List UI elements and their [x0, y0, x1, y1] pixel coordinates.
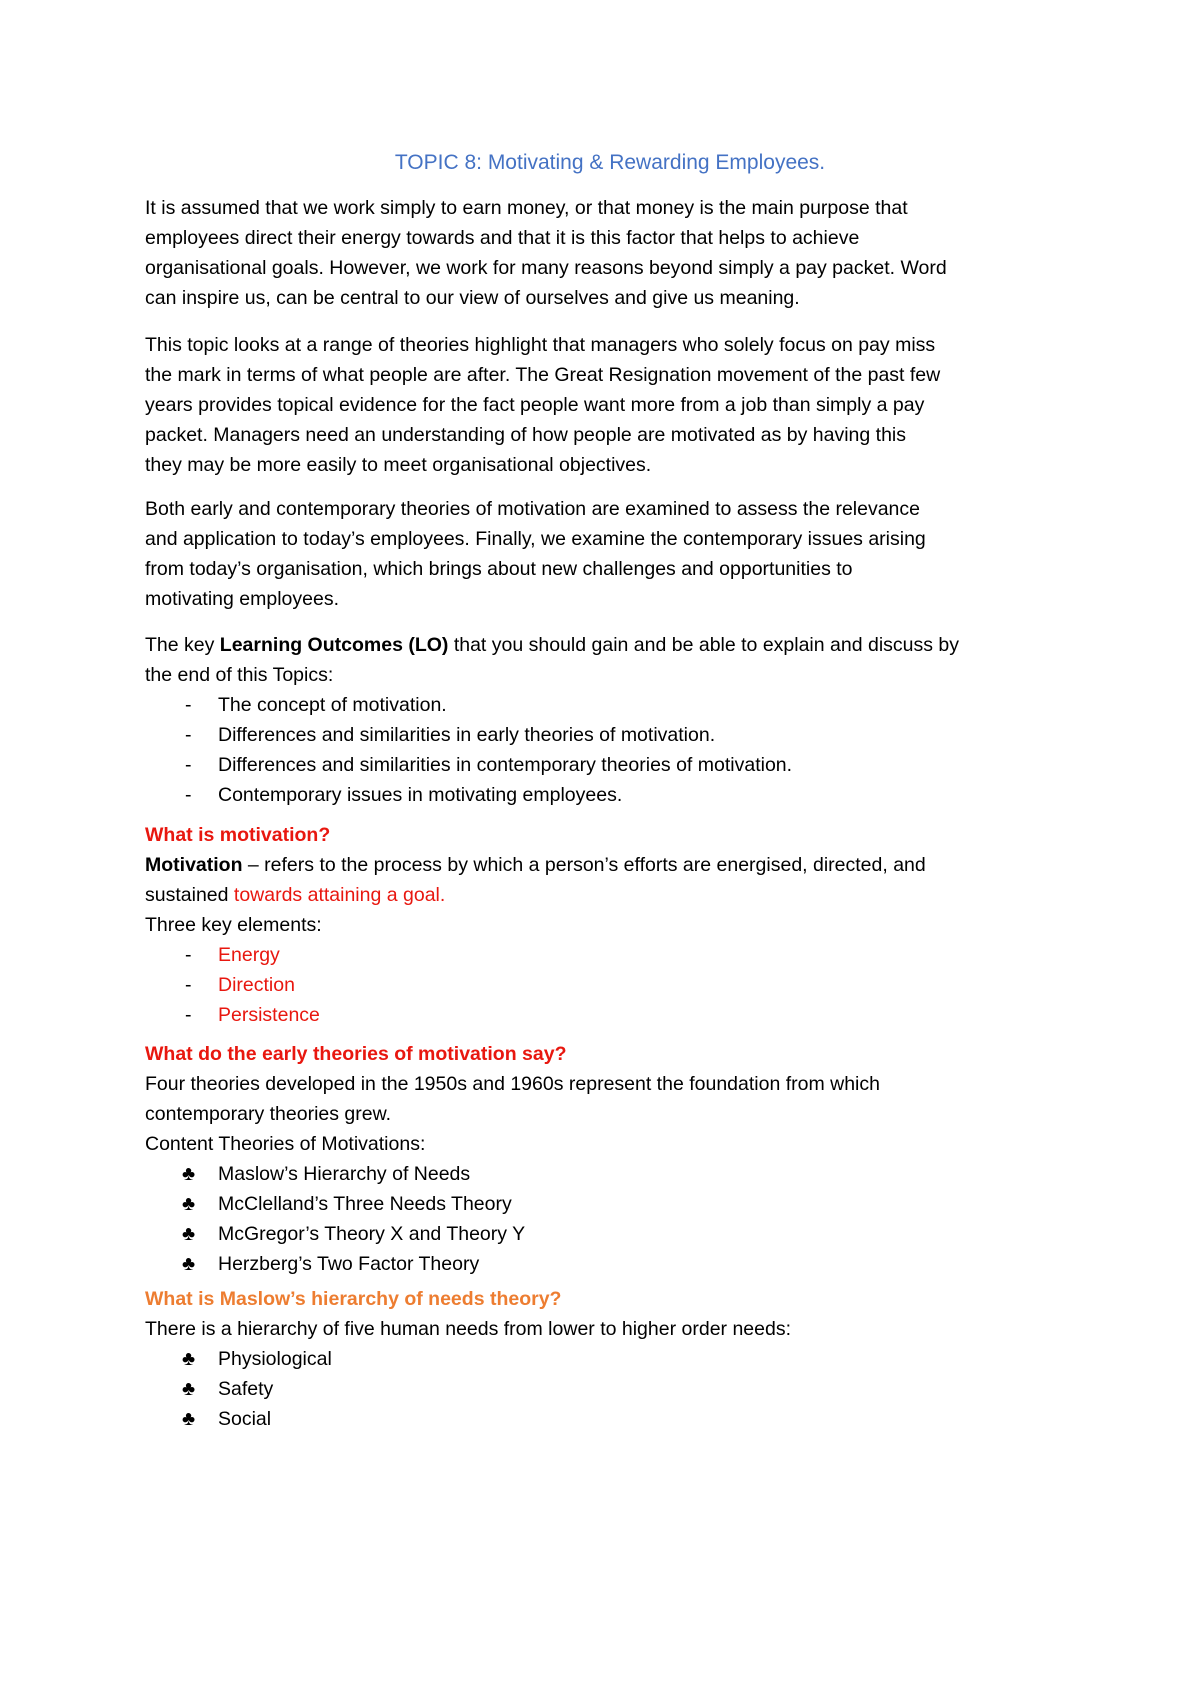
content-theories-label: Content Theories of Motivations: — [145, 1133, 426, 1155]
page-title: TOPIC 8: Motivating & Rewarding Employees. — [394, 151, 826, 174]
text-line: packet. Managers need an understanding of how people are motivated as by having this — [145, 424, 906, 446]
learning-outcomes-list — [145, 690, 1075, 810]
text-line: It is assumed that we work simply to earn money, or that money is the main purpose that — [145, 197, 908, 219]
list-item: ♣ Social — [145, 1404, 1075, 1434]
contemporary-paragraph — [145, 494, 1075, 614]
maslow-needs-list — [145, 1344, 1075, 1434]
motivation-definition-line2: sustained towards attaining a goal. — [145, 884, 446, 906]
dash-bullet: - — [185, 784, 192, 806]
early-theories-section — [145, 1039, 1075, 1279]
list-item: - Differences and similarities in contemporary theories of motivation. — [145, 750, 1075, 780]
dash-bullet: - — [185, 944, 192, 966]
club-bullet-icon: ♣ — [182, 1408, 196, 1430]
list-item: ♣ Maslow’s Hierarchy of Needs — [145, 1159, 1075, 1189]
text-line: they may be more easily to meet organisational objectives. — [145, 454, 652, 476]
list-item: - Contemporary issues in motivating employees. — [145, 780, 1075, 810]
dash-bullet: - — [185, 974, 192, 996]
list-item: - Direction — [145, 970, 1075, 1000]
dash-bullet: - — [185, 754, 192, 776]
dash-bullet: - — [185, 724, 192, 746]
learning-outcomes-intro: The key Learning Outcomes (LO) that you should gain and be able to explain and discuss by — [145, 634, 960, 656]
motivation-section — [145, 820, 1075, 1030]
club-bullet-icon: ♣ — [182, 1223, 196, 1245]
text-line: Both early and contemporary theories of motivation are examined to assess the relevance — [145, 498, 921, 520]
text-line: This topic looks at a range of theories highlight that managers who solely focus on pay miss — [145, 334, 936, 356]
list-item: ♣ Physiological — [145, 1344, 1075, 1374]
club-bullet-icon: ♣ — [182, 1163, 196, 1185]
intro-paragraph — [145, 193, 1075, 313]
text-line: years provides topical evidence for the fact people want more from a job than simply a pay — [145, 394, 925, 416]
text-line: can inspire us, can be central to our view of ourselves and give us meaning. — [145, 287, 800, 309]
content-theories-list — [145, 1159, 1075, 1279]
list-item: - The concept of motivation. — [145, 690, 1075, 720]
elements-list — [145, 940, 1075, 1030]
text-line: employees direct their energy towards and that it is this factor that helps to achieve — [145, 227, 860, 249]
text-line: from today’s organisation, which brings about new challenges and opportunities to — [145, 558, 853, 580]
club-bullet-icon: ♣ — [182, 1378, 196, 1400]
list-item: ♣ Herzberg’s Two Factor Theory — [145, 1249, 1075, 1279]
text-line: the mark in terms of what people are after. The Great Resignation movement of the past few — [145, 364, 941, 386]
dash-bullet: - — [185, 1004, 192, 1026]
club-bullet-icon: ♣ — [182, 1193, 196, 1215]
elements-label: Three key elements: — [145, 914, 322, 936]
learning-outcomes-term: Learning Outcomes (LO) — [219, 634, 449, 656]
text-line: motivating employees. — [145, 588, 340, 610]
list-item: - Energy — [145, 940, 1075, 970]
text-line: and application to today’s employees. Finally, we examine the contemporary issues arising — [145, 528, 926, 550]
club-bullet-icon: ♣ — [182, 1253, 196, 1275]
learning-outcomes-section — [145, 630, 1075, 810]
theories-paragraph — [145, 330, 1075, 480]
text-line: Four theories developed in the 1950s and 1960s represent the foundation from which — [145, 1073, 880, 1095]
motivation-definition: Motivation – refers to the process by which a person’s efforts are energised, directed, and — [145, 854, 926, 876]
section-heading: What is motivation? — [145, 824, 331, 846]
text-line: the end of this Topics: — [145, 664, 334, 686]
text-line: contemporary theories grew. — [145, 1103, 392, 1125]
list-item: ♣ McGregor’s Theory X and Theory Y — [145, 1219, 1075, 1249]
section-heading: What is Maslow’s hierarchy of needs theory? — [145, 1288, 562, 1310]
text-line: There is a hierarchy of five human needs from lower to higher order needs: — [145, 1318, 791, 1340]
list-item: - Differences and similarities in early theories of motivation. — [145, 720, 1075, 750]
list-item: - Persistence — [145, 1000, 1075, 1030]
dash-bullet: - — [185, 694, 192, 716]
list-item: ♣ Safety — [145, 1374, 1075, 1404]
club-bullet-icon: ♣ — [182, 1348, 196, 1370]
maslow-section — [145, 1284, 1075, 1434]
motivation-term: Motivation — [145, 854, 243, 876]
text-line: organisational goals. However, we work for many reasons beyond simply a pay packet. Word — [145, 257, 947, 279]
section-heading: What do the early theories of motivation say? — [145, 1043, 567, 1065]
list-item: ♣ McClelland’s Three Needs Theory — [145, 1189, 1075, 1219]
